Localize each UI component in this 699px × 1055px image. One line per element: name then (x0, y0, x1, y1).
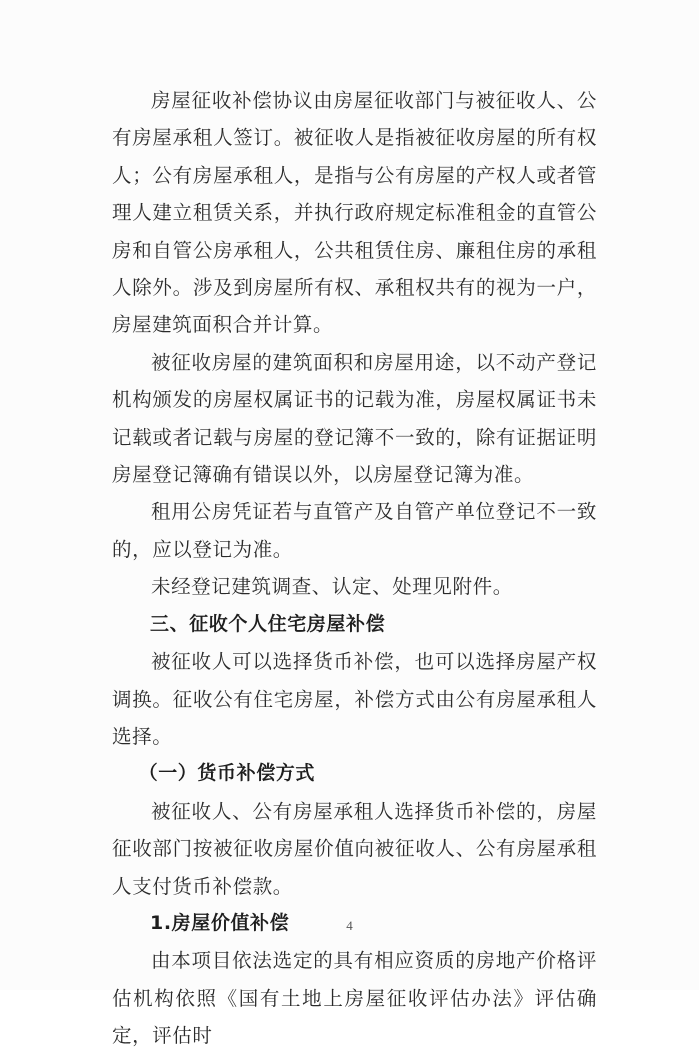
paragraph-agreement-parties: 房屋征收补偿协议由房屋征收部门与被征收人、公有房屋承租人签订。被征收人是指被征收房屋的所有权人；公有房屋承租人，是指与公有房屋的产权人或者管理人建立租赁关系，并执行政府规定标准租金的直管公房和自管公房承租人，公共租赁住房、廉租住房的承租人除外。涉及到房屋所有权、承租权共有的视为一户，房屋建筑面积合并计算。 (112, 89, 597, 337)
item-heading-house-value: 1.房屋价值补偿 (150, 911, 290, 934)
section-heading-residential-compensation: 三、征收个人住宅房屋补偿 (150, 612, 386, 635)
paragraph-monetary-compensation: 被征收人、公有房屋承租人选择货币补偿的，房屋征收部门按被征收房屋价值向被征收人、公有房屋承租人支付货币补偿款。 (112, 799, 597, 898)
page-number: 4 (346, 918, 353, 933)
document-body (112, 82, 597, 1055)
paragraph-building-area: 被征收房屋的建筑面积和房屋用途，以不动产登记机构颁发的房屋权属证书的记载为准，房屋权属证书未记载或者记载与房屋的登记簿不一致的，除有证据证明房屋登记簿确有错误以外，以房屋登记簿为准。 (112, 350, 597, 487)
paragraph-public-housing-certificate: 租用公房凭证若与直管产及自管产单位登记不一致的，应以登记为准。 (112, 500, 597, 561)
paragraph-unregistered-buildings: 未经登记建筑调查、认定、处理见附件。 (151, 575, 513, 599)
paragraph-valuation: 由本项目依法选定的具有相应资质的房地产价格评估机构依照《国有土地上房屋征收评估办法》评估确定，评估时 (112, 949, 597, 1048)
subsection-heading-monetary-compensation: （一）货币补偿方式 (138, 762, 315, 785)
paragraph-compensation-choice: 被征收人可以选择货币补偿，也可以选择房屋产权调换。征收公有住宅房屋，补偿方式由公有房屋承租人选择。 (112, 650, 597, 748)
